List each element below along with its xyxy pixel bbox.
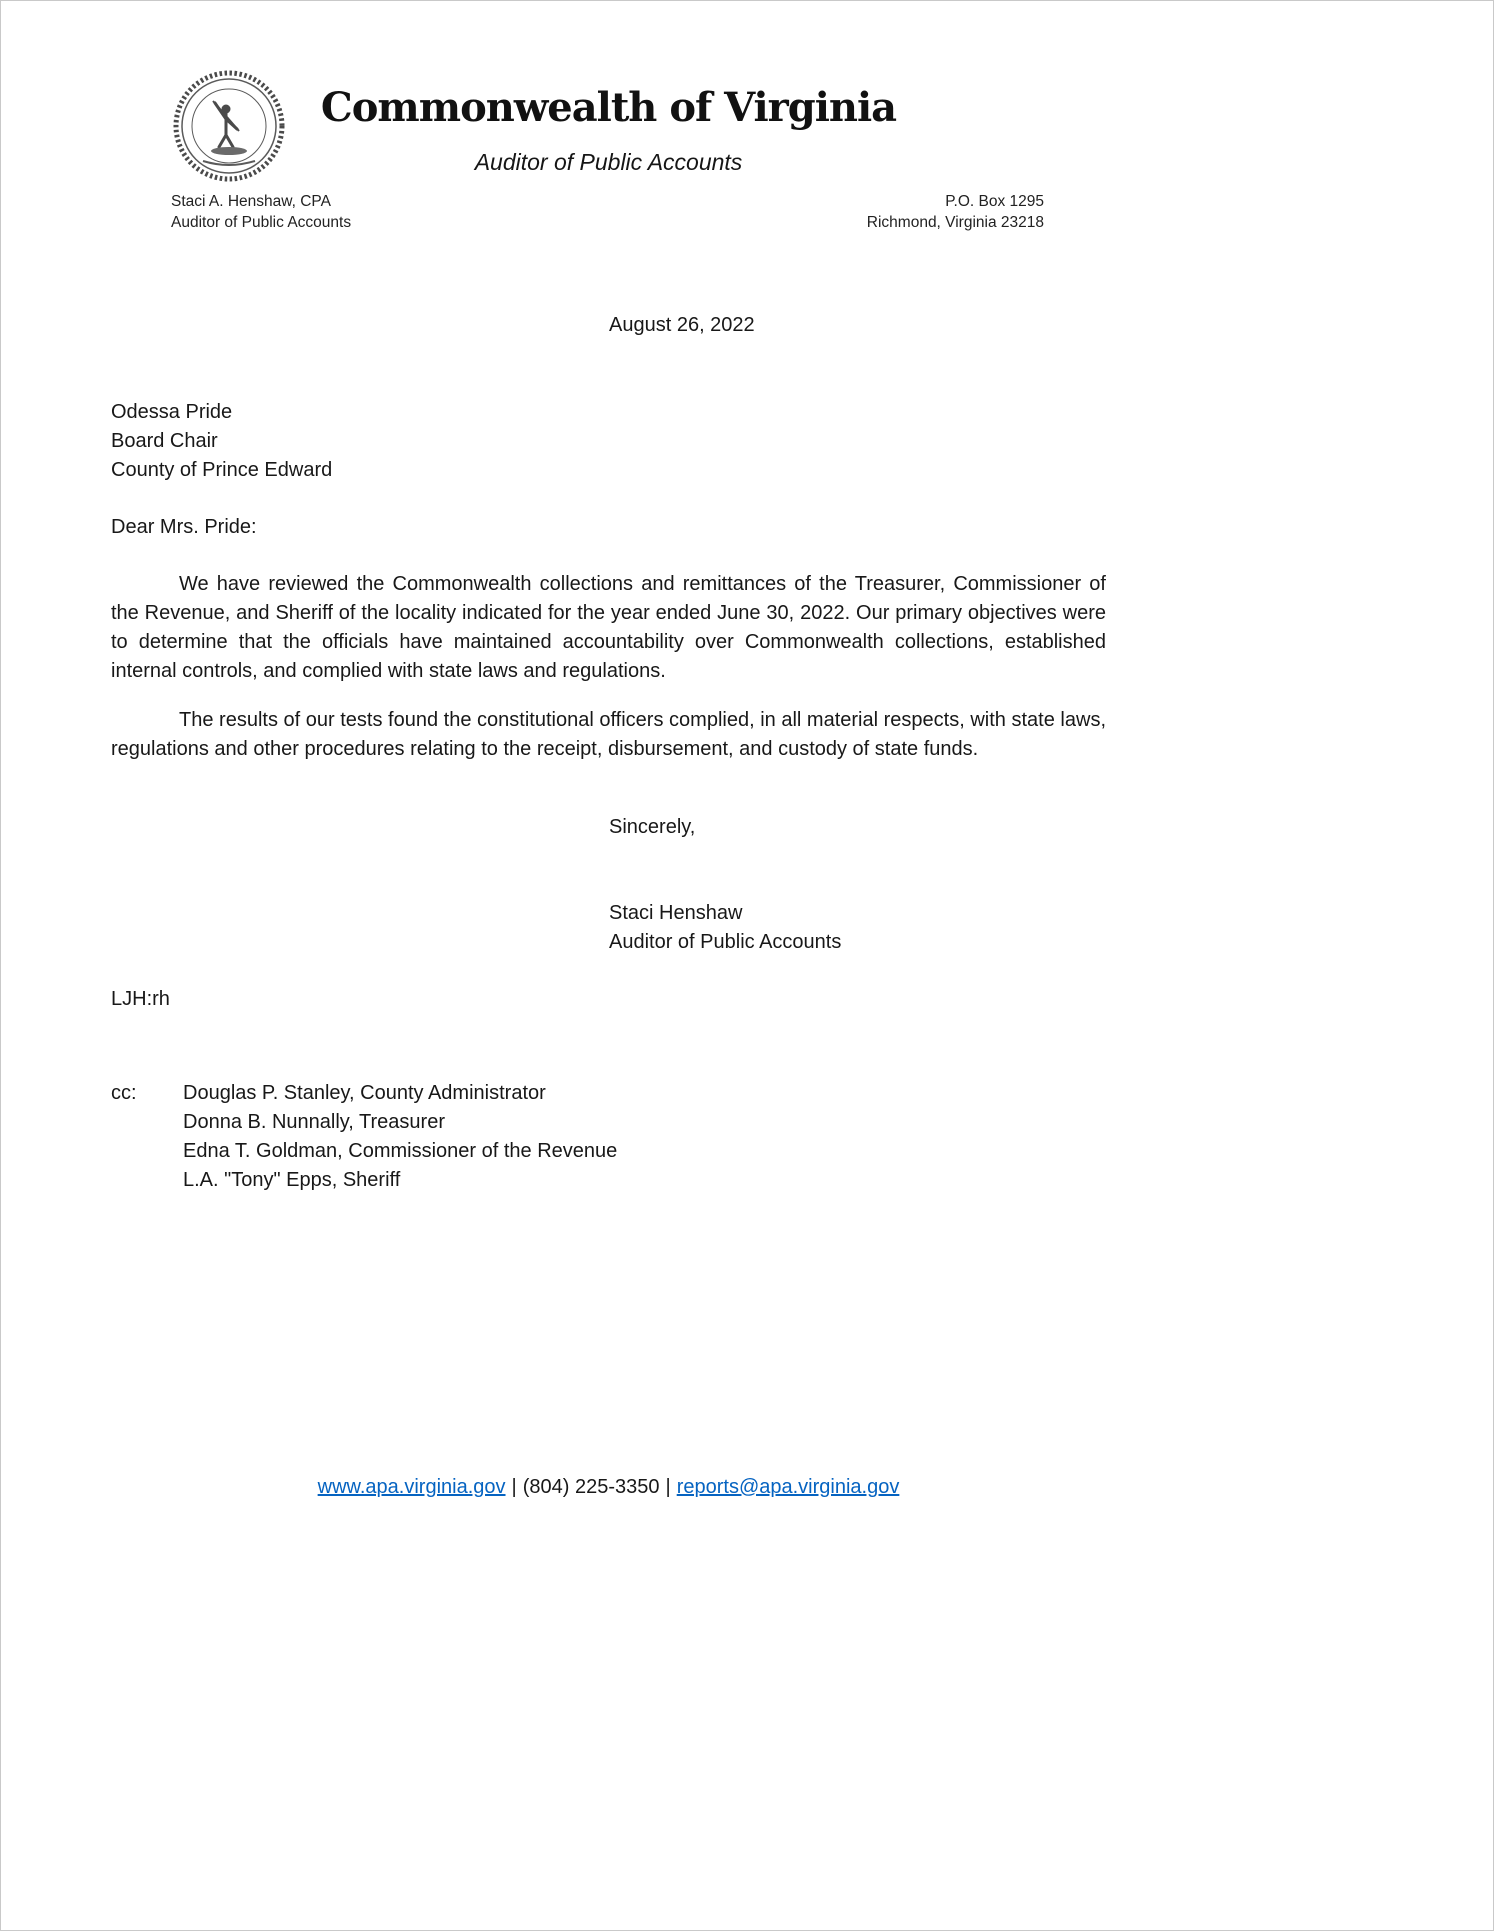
letterhead-subtitle: Auditor of Public Accounts: [474, 149, 743, 175]
virginia-seal-icon: [173, 67, 285, 185]
signature-name: Staci Henshaw: [609, 902, 743, 924]
cc-item: L.A. "Tony" Epps, Sheriff: [183, 1169, 401, 1191]
reference-initials: LJH:rh: [111, 988, 170, 1010]
footer-phone: (804) 225-3350: [522, 1476, 660, 1498]
auditor-contact-block: [171, 191, 351, 233]
body-paragraph-2: The results of our tests found the constitutional officers complied, in all material respects, with state laws, regulations and other procedures relating to the receipt, disbursement, and custody of state funds.: [111, 709, 1106, 760]
auditor-title: Auditor of Public Accounts: [171, 214, 352, 231]
footer-separator: |: [511, 1476, 517, 1498]
cc-item: Edna T. Goldman, Commissioner of the Revenue: [183, 1140, 618, 1162]
recipient-block: [111, 398, 1106, 485]
salutation: Dear Mrs. Pride:: [111, 516, 257, 538]
cc-item: Donna B. Nunnally, Treasurer: [183, 1111, 445, 1133]
recipient-name: Odessa Pride: [111, 401, 233, 423]
office-address-block: [867, 191, 1044, 233]
signature-block: [609, 899, 1106, 957]
cc-block: [111, 1079, 1106, 1195]
address-line2: Richmond, Virginia 23218: [866, 214, 1044, 231]
letterhead: [111, 1, 1106, 233]
cc-item: Douglas P. Stanley, County Administrator: [183, 1082, 546, 1104]
website-link[interactable]: www.apa.virginia.gov: [317, 1476, 506, 1498]
recipient-role: Board Chair: [111, 430, 218, 452]
letterhead-contacts: [111, 191, 1106, 233]
closing: Sincerely,: [609, 816, 696, 838]
body-paragraph-1: We have reviewed the Commonwealth collections and remittances of the Treasurer, Commissioner of the Revenue, and Sheriff of the locality indicated for the year ended June 30, 2022. Our primary objectives were to determine that the officials have maintained accountability over Commonwealth collections, established internal controls, and complied with state laws and regulations.: [111, 573, 1106, 682]
signature-title: Auditor of Public Accounts: [609, 931, 842, 953]
footer: [111, 1473, 1106, 1502]
letter-date: August 26, 2022: [609, 314, 755, 336]
cc-list: [183, 1079, 617, 1195]
footer-separator: |: [665, 1476, 671, 1498]
auditor-name: Staci A. Henshaw, CPA: [171, 193, 331, 210]
email-link[interactable]: reports@apa.virginia.gov: [676, 1476, 900, 1498]
letterhead-title: Commonwealth of Virginia: [320, 84, 897, 131]
cc-label: cc:: [111, 1082, 137, 1104]
recipient-locality: County of Prince Edward: [111, 459, 333, 481]
address-line1: P.O. Box 1295: [945, 193, 1044, 210]
